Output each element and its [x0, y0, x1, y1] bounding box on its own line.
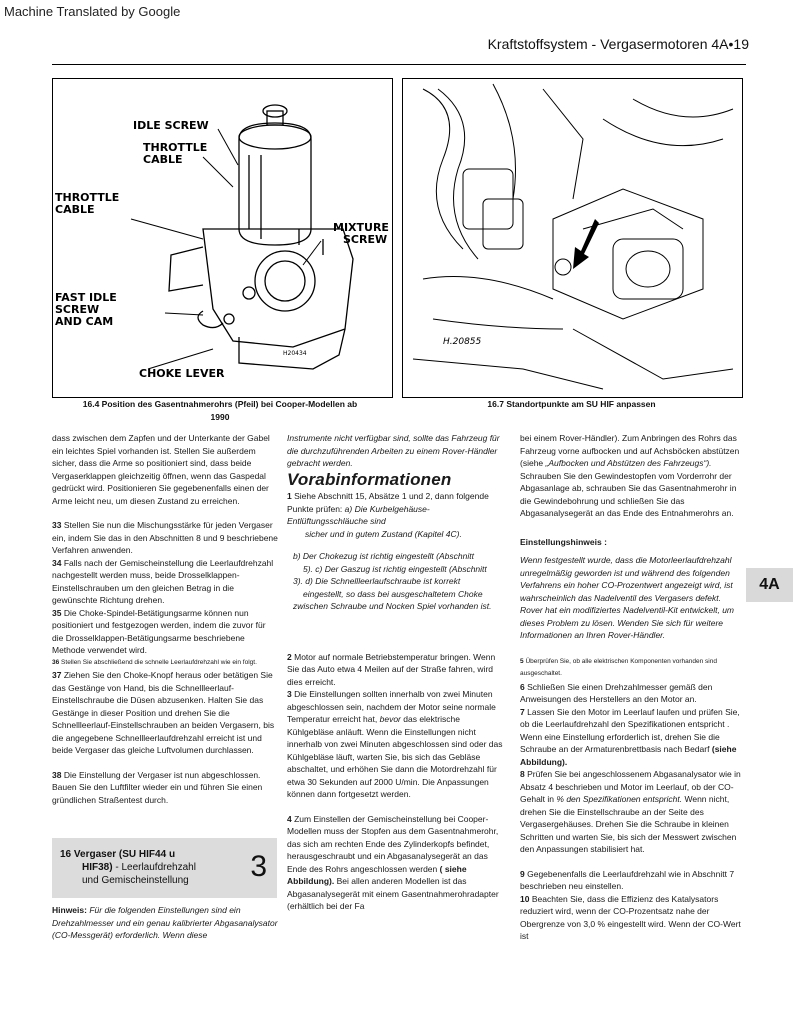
- col2-d-line1: 3). d) Die Schnellleerlaufschraube ist korrekt: [293, 576, 461, 586]
- label-throttle-cable-2b: CABLE: [55, 203, 95, 216]
- col2-p1a: Siehe Abschnitt 15, Absätze 1 und 2, dann folgende Punkte prüfen:: [287, 491, 489, 514]
- col2-p3a: Die Einstellungen sollten innerhalb von zwei Minuten abgeschlossen sein, nachdem der Motor seine normale Temperatur erreicht hat,: [287, 689, 496, 724]
- col2-d-line3: zwischen Schraube und Nocken Spiel vorhanden ist.: [293, 601, 492, 611]
- col2-p1b: a) Die Kurbelgehäuse-Entlüftungsschläuche sind: [287, 503, 430, 526]
- col3-p5: Überprüfen Sie, ob alle elektrischen Komponenten vorhanden sind ausgeschaltet.: [520, 657, 717, 677]
- caption-left-line2: 1990: [210, 412, 230, 422]
- para-num-6: 6: [520, 681, 525, 692]
- figure-engine-bay: [402, 78, 743, 398]
- col1-p34: Falls nach der Gemischeinstellung die Leerlaufdrehzahl nachgestellt werden muss, beide Drosselklappen-Einstellschrauben um den gleichen Betrag in die gewünschte Richtung drehen.: [52, 557, 274, 605]
- col3-p10: Beachten Sie, dass die Effizienz des Katalysators reduziert wird, wenn der CO-Prozentsatz nahe der Obergrenze von 3,0 % eingestellt wird. Wenn der CO-Wert ist: [520, 893, 741, 941]
- section-title-rest: - Leerlaufdrehzahl: [112, 862, 196, 873]
- label-fast-idle-c: AND CAM: [55, 315, 114, 328]
- col2-b-line: b) Der Chokezug ist richtig eingestellt (Abschnitt: [293, 551, 474, 561]
- col3-p8b: Wenn nicht, drehen Sie die Einstellschraube an der Seite des Vergasergehäuses. Drehen Sie die Schraube in kleinen Schritten und warten Sie, bis sich der Messwert zwischen den Anpassungen stabilisiert hat.: [520, 794, 737, 854]
- label-idle-screw: IDLE SCREW: [133, 119, 209, 132]
- carburettor-drawing: [53, 79, 392, 397]
- para-num-4: 4: [287, 813, 292, 824]
- col2-p3b: das elektrische Kühlgebläse anläuft. Wenn die Einstellungen nicht innerhalb von zwei Minuten abgeschlossen sind oder das Kühlgebläse läuft, warten Sie, bis sich das Gebläse abschaltet, und erhöhen Sie dann die Motordrehzahl für etwa 30 Sekunden auf 2000 U/min. Die Anpassungen können dann fortgesetzt werden.: [287, 714, 503, 799]
- para-num-36: 36: [52, 658, 60, 666]
- para-num-3: 3: [287, 689, 292, 699]
- engine-bay-drawing: [403, 79, 742, 397]
- hint-block: [52, 904, 278, 942]
- col1-p33: Stellen Sie nun die Mischungsstärke für jeden Vergaser ein, indem Sie das in den Abschnitten 8 und 9 beschriebene Verfahren anwenden.: [52, 520, 278, 555]
- caption-right: 16.7 Standortpunkte am SU HIF anpassen: [487, 399, 656, 409]
- para-num-10: 10: [520, 893, 530, 904]
- para-num-35: 35: [52, 607, 62, 618]
- para-num-9: 9: [520, 868, 525, 879]
- col2-p0: Instrumente nicht verfügbar sind, sollte das Fahrzeug für die durchzuführenden Arbeiten zu einem Rover-Händler gebracht werden.: [287, 433, 500, 468]
- col1-p36: Stellen Sie abschließend die schnelle Leerlaufdrehzahl wie ein folgt.: [61, 658, 257, 666]
- label-fast-idle-b: SCREW: [55, 303, 100, 316]
- section-title-line2: [82, 861, 196, 887]
- para-num-38: 38: [52, 769, 62, 780]
- label-throttle-cable-1a: THROTTLE: [143, 141, 208, 154]
- col3-p8-emph: % den Spezifikationen entspricht.: [556, 794, 683, 804]
- section-title-line1: 16 Vergaser (SU HIF44 u: [60, 849, 176, 860]
- para-num-5: 5: [520, 657, 524, 665]
- chapter-tab: 4A: [746, 568, 793, 602]
- caption-left: [60, 398, 380, 424]
- adjustment-hint-text: Wenn festgestellt wurde, dass die Motorleerlaufdrehzahl unregelmäßig geworden ist und während des folgenden Verfahrens ein hoher CO-Prozentwert angezeigt wird, ist wahrscheinlich das Nadelventil des Vergasers defekt. Rover hat ein modifiziertes Nadelventil-Kit entwickelt, um dieses Problem zu lösen. Wenden Sie sich für weitere Informationen an Ihren Rover-Händler.: [520, 555, 735, 640]
- col2-p4a: Zum Einstellen der Gemischeinstellung bei Cooper-Modellen muss der Stopfen aus dem Gasentnahmerohr, das sich am rechten Ende des Zylinderkopfs befindet, herausgeschraubt und ein Abgasanalysegerät an das Ende des Rohrs angeschlossen werden: [287, 813, 499, 874]
- col2-c-line: 5). c) Der Gaszug ist richtig eingestellt (Abschnitt: [303, 563, 487, 574]
- label-throttle-cable-2a: THROTTLE: [55, 191, 120, 204]
- col1-p38: Die Einstellung der Vergaser ist nun abgeschlossen. Bauen Sie den Luftfilter wieder ein und führen Sie einen gründlichen Straßentest durch.: [52, 769, 263, 805]
- col3-p0-ref: „Aufbocken und Abstützen des Fahrzeugs“).: [545, 458, 712, 468]
- label-throttle-cable-1b: CABLE: [143, 153, 183, 166]
- para-num-33: 33: [52, 520, 62, 530]
- col1-p35: Die Choke-Spindel-Betätigungsarme können nun positioniert und festgezogen werden, indem die zuvor für die Drosselklappen-Betätigungsarme beschriebene Methode verwendet wird.: [52, 607, 266, 655]
- col2-p1c: sicher und in gutem Zustand (Kapitel 4C).: [305, 528, 462, 539]
- column-3: [520, 432, 742, 943]
- label-mixture-b: SCREW: [343, 233, 388, 246]
- arrow-icon: [573, 219, 599, 269]
- col3-p7a: Lassen Sie den Motor im Leerlauf laufen und prüfen Sie, ob die Leerlaufdrehzahl den Spezifikationen entspricht . Wenn eine Einstellung erforderlich ist, drehen Sie die Schraube an der Armaturenbrettbasis nach Bedarf: [520, 706, 740, 754]
- column-2: [287, 432, 509, 925]
- column-1: [52, 432, 278, 818]
- figure-left-code: H20434: [283, 350, 307, 357]
- para-num-8: 8: [520, 769, 525, 779]
- para-num-37: 37: [52, 670, 62, 680]
- para-num-34: 34: [52, 557, 62, 568]
- col3-p0a: bei einem Rover-Händler). Zum Anbringen des Rohrs das Fahrzeug vorne aufbocken und auf Achsböcken abstützen (siehe: [520, 433, 740, 468]
- col1-p37: Ziehen Sie den Choke-Knopf heraus oder betätigen Sie das Gestänge von Hand, bis die Schnellleerlauf-Einstellschraube die Düsen abzusenken. Halten Sie das Gestänge in dieser Position und drehen Sie die Schnellleerlauf-Einstellschrauben an beiden Vergasern, bis die angegebene Schnellleerlaufdrehzahl erreicht ist und beide Vergaser das gleiche Luftvolumen durchlassen.: [52, 670, 275, 755]
- label-mixture-a: MIXTURE: [333, 221, 389, 234]
- col2-p4c: Bei allen anderen Modellen ist das Abgasanalysegerät mit einem Gasentnahmerohradapter (erhältlich bei der Fa: [287, 876, 499, 911]
- header-rule: [52, 64, 746, 65]
- col2-p4-ref: ( siehe Abbildung).: [287, 863, 467, 886]
- hint-label: Hinweis:: [52, 905, 87, 915]
- caption-left-line1: 16.4 Position des Gasentnahmerohrs (Pfeil) bei Cooper-Modellen ab: [82, 399, 358, 409]
- col3-p6: Schließen Sie einen Drehzahlmesser gemäß den Anweisungen des Herstellers an den Motor an.: [520, 681, 713, 704]
- para-num-2: 2: [287, 651, 292, 662]
- label-choke-lever: CHOKE LEVER: [139, 367, 225, 380]
- section-heading-vorab: Vorabinformationen: [287, 469, 452, 489]
- page-header: Kraftstoffsystem - Vergasermotoren 4A•19: [487, 36, 749, 52]
- figure-carburettor: [52, 78, 393, 398]
- col2-d-line2: eingestellt, so dass bei ausgeschaltetem Choke: [303, 588, 483, 599]
- figure-right-code: H.20855: [443, 337, 482, 347]
- section-title-model: HIF38): [82, 862, 113, 873]
- hint-text: Für die folgenden Einstellungen sind ein Drehzahlmesser und ein genau kalibrierter Abgasanalysator (CO-Messgerät) erforderlich. Wenn diese: [52, 905, 278, 940]
- col3-p8a: Prüfen Sie bei angeschlossenem Abgasanalysator wie in Absatz 4 beschrieben und Motor im Leerlauf, ob der CO-Gehalt in: [520, 769, 741, 804]
- col3-p9: Gegebenenfalls die Leerlaufdrehzahl wie in Abschnitt 7 beschrieben neu einstellen.: [520, 868, 735, 891]
- col3-p7-ref: (siehe Abbildung).: [520, 744, 737, 767]
- label-fast-idle-a: FAST IDLE: [55, 291, 117, 304]
- section-heading-box: [52, 838, 277, 898]
- section-difficulty-number: 3: [250, 850, 267, 883]
- para-num-1: 1: [287, 491, 292, 501]
- col2-p3-emph: bevor: [379, 714, 401, 724]
- section-title-line3: und Gemischeinstellung: [82, 875, 189, 886]
- machine-translated-note: Machine Translated by Google: [4, 4, 181, 19]
- col3-p0b: Schrauben Sie den Gewindestopfen vom Vorderrohr der Abgasanlage ab, schrauben Sie das Gasentnahmerohr in die Gewindebohrung und schließen Sie das Abgasanalysegerät an das Ende des Entnahmerohrs an.: [520, 470, 737, 518]
- col1-p0: dass zwischen dem Zapfen und der Unterkante der Gabel ein leichtes Spiel vorhanden ist. Stellen Sie außerdem sicher, dass die Arme so positioniert sind, dass beide Vergaserklappen gleichzeitig öffnen, wenn das Gaspedal gedrückt wird. Positionieren Sie gegebenenfalls einen der Arme leicht neu, um diesen Zustand zu erreichen.: [52, 433, 270, 506]
- adjustment-hint-title: Einstellungshinweis :: [520, 536, 607, 547]
- para-num-7: 7: [520, 706, 525, 717]
- col2-p2: Motor auf normale Betriebstemperatur bringen. Wenn Sie das Auto etwa 4 Meilen auf der Straße fahren, wird dies erreicht.: [287, 651, 496, 687]
